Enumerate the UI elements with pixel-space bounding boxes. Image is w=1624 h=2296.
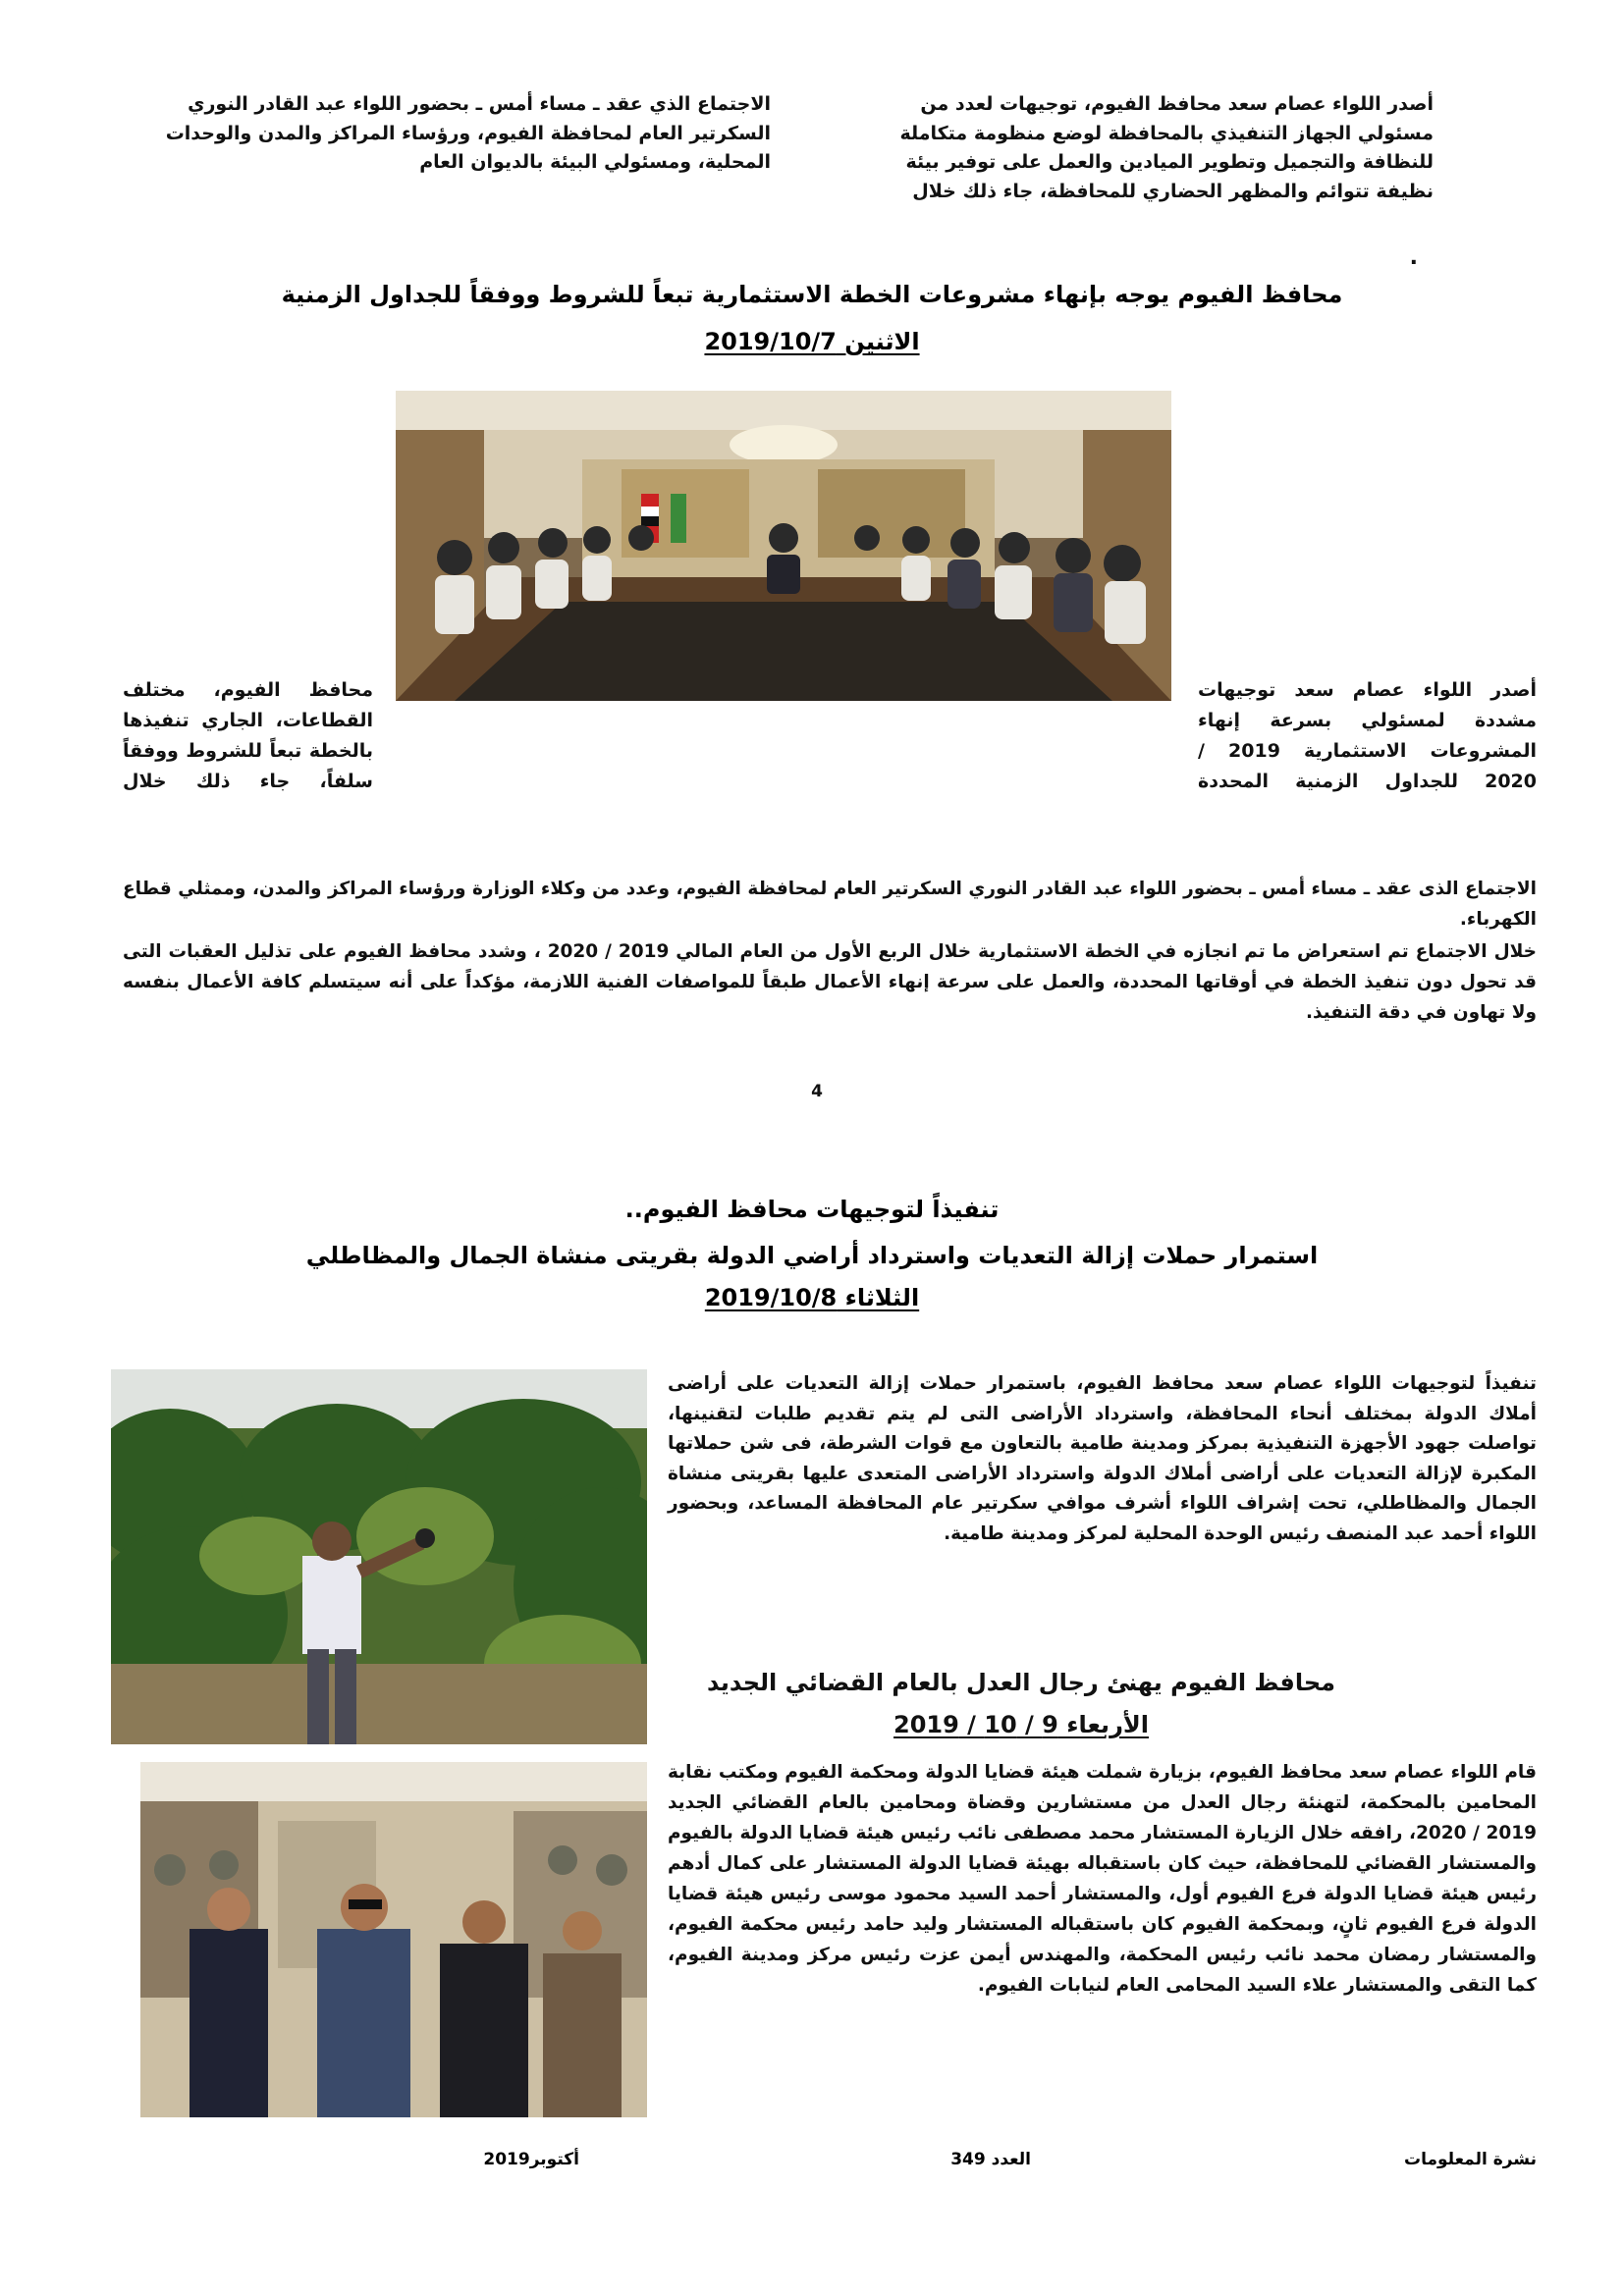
top-article-dot: . xyxy=(1409,245,1418,270)
article2-body: تنفيذاً لتوجيهات اللواء عصام سعد محافظ الفيوم، باستمرار حملات إزالة التعديات على أراضى أملاك الدولة بمختلف أنحاء المحافظة، واسترداد الأراضى التى لم يتم تقديم طلبات لتقنينها، تواصلت جهود الأجهزة التنفيذية بمركز ومدينة طامية بالتعاون مع قوات الشرطة، فى شن حملاتها المكبرة لإزالة التعديات على أراضى أملاك الدولة واسترداد الأراضى المتعدى عليها بقريتى منشاة الجمال والمظاطلي، تحت إشراف اللواء أشرف موافي سكرتير عام المحافظة المساعد، وبحضور اللواء أحمد عبد المنصف رئيس الوحدة المحلية لمركز ومدينة طامية. xyxy=(668,1373,1537,1544)
judiciary-visit-photo xyxy=(140,1762,647,2117)
footer-issue: العدد 349 xyxy=(950,2150,1031,2169)
article3-date: الأربعاء 9 / 10 / 2019 xyxy=(893,1711,1149,1738)
article2-title: استمرار حملات إزالة التعديات واسترداد أراضي الدولة بقريتى منشاة الجمال والمظاطلي xyxy=(305,1242,1319,1269)
footer-publication: نشرة المعلومات xyxy=(1403,2150,1537,2169)
top-article-left-column: الاجتماع الذي عقد ـ مساء أمس ـ بحضور اللواء عبد القادر النوري السكرتير العام لمحافظة الفيوم، ورؤساء المراكز والمدن والوحدات المحلية، ومسئولي البيئة بالديوان العام xyxy=(165,93,771,173)
article2-date: الثلاثاء 2019/10/8 xyxy=(704,1284,920,1311)
officials-walking-image xyxy=(140,1762,647,2117)
article1-paragraph2: خلال الاجتماع تم استعراض ما تم انجازه في الخطة الاستثمارية خلال الربع الأول من العام المالي 2019 / 2020 ، وشدد محافظ الفيوم على تذليل العقبات التى قد تحول دون تنفيذ الخطة في أوقاتها المحددة، والعمل على سرعة إنهاء الأعمال طبقاً للمواصفات الفنية اللازمة، مؤكداً على أنه سيتسلم كافة الأعمال بنفسه ولا تهاون في دقة التنفيذ. xyxy=(123,941,1538,1023)
article1-title: محافظ الفيوم يوجه بإنهاء مشروعات الخطة الاستثمارية تبعاً للشروط ووفقاً للجداول الزمنية xyxy=(281,281,1343,308)
meeting-photo xyxy=(396,391,1171,701)
top-article-right-column: أصدر اللواء عصام سعد محافظ الفيوم، توجيهات لعدد من مسئولي الجهاز التنفيذي بالمحافظة لوضع منظومة متكاملة للنظافة والتجميل وتطوير الميادين والعمل على توفير بيئة نظيفة تتوائم والمظهر الحضاري للمحافظة، جاء ذلك خلال xyxy=(899,93,1434,202)
article1-paragraph1: الاجتماع الذى عقد ـ مساء أمس ـ بحضور اللواء عبد القادر النوري السكرتير العام لمحافظة الفيوم، وعدد من وكلاء الوزارة ورؤساء المراكز والمدن، وممثلي قطاع الكهرباء. xyxy=(123,879,1537,930)
orchard-image xyxy=(111,1369,647,1744)
article2-kicker: تنفيذاً لتوجيهات محافظ الفيوم.. xyxy=(624,1196,1000,1223)
article3-title: محافظ الفيوم يهنئ رجال العدل بالعام القضائي الجديد xyxy=(706,1669,1335,1696)
article3-body: قام اللواء عصام سعد محافظ الفيوم، بزيارة شملت هيئة قضايا الدولة ومحكمة الفيوم ومكتب نقابة المحامين بالمحكمة، لتهنئة رجال العدل من مستشارين وقضاة ومحامين بالعام القضائي الجديد 2019 / 2020، رافقه خلال الزيارة المستشار محمد مصطفى نائب رئيس هيئة قضايا الدولة بالفيوم والمستشار القضائي للمحافظة، حيث كان باستقباله بهيئة قضايا الدولة المستشار على كمال أدهم رئيس هيئة قضايا الدولة فرع الفيوم أول، والمستشار أحمد السيد محمود موسى رئيس هيئة قضايا الدولة فرع الفيوم ثانٍ، وبمحكمة الفيوم كان باستقباله المستشار وليد حامد رئيس محكمة الفيوم، والمستشار رمضان محمد نائب رئيس المحكمة، والمهندس أيمن عزت رئيس مركز ومدينة الفيوم، كما التقى والمستشار علاء السيد المحامى العام لنيابات الفيوم. xyxy=(668,1762,1537,1996)
footer-month: أكتوبر2019 xyxy=(483,2150,579,2169)
field-photo xyxy=(111,1369,647,1744)
article1-left-column: محافظ الفيوم، مختلف القطاعات، الجاري تنفيذها بالخطة تبعاً للشروط ووفقاً سلفاً، جاء ذلك خلال xyxy=(123,679,373,792)
page-number: 4 xyxy=(811,1082,823,1101)
article1-right-column: أصدر اللواء عصام سعد توجيهات مشددة لمسئولي بسرعة إنهاء المشروعات الاستثمارية 2019 / 2020 للجداول الزمنية المحددة xyxy=(1198,679,1538,792)
meeting-room-image xyxy=(396,391,1171,701)
article1-date: الاثنين 2019/10/7 xyxy=(704,328,920,355)
